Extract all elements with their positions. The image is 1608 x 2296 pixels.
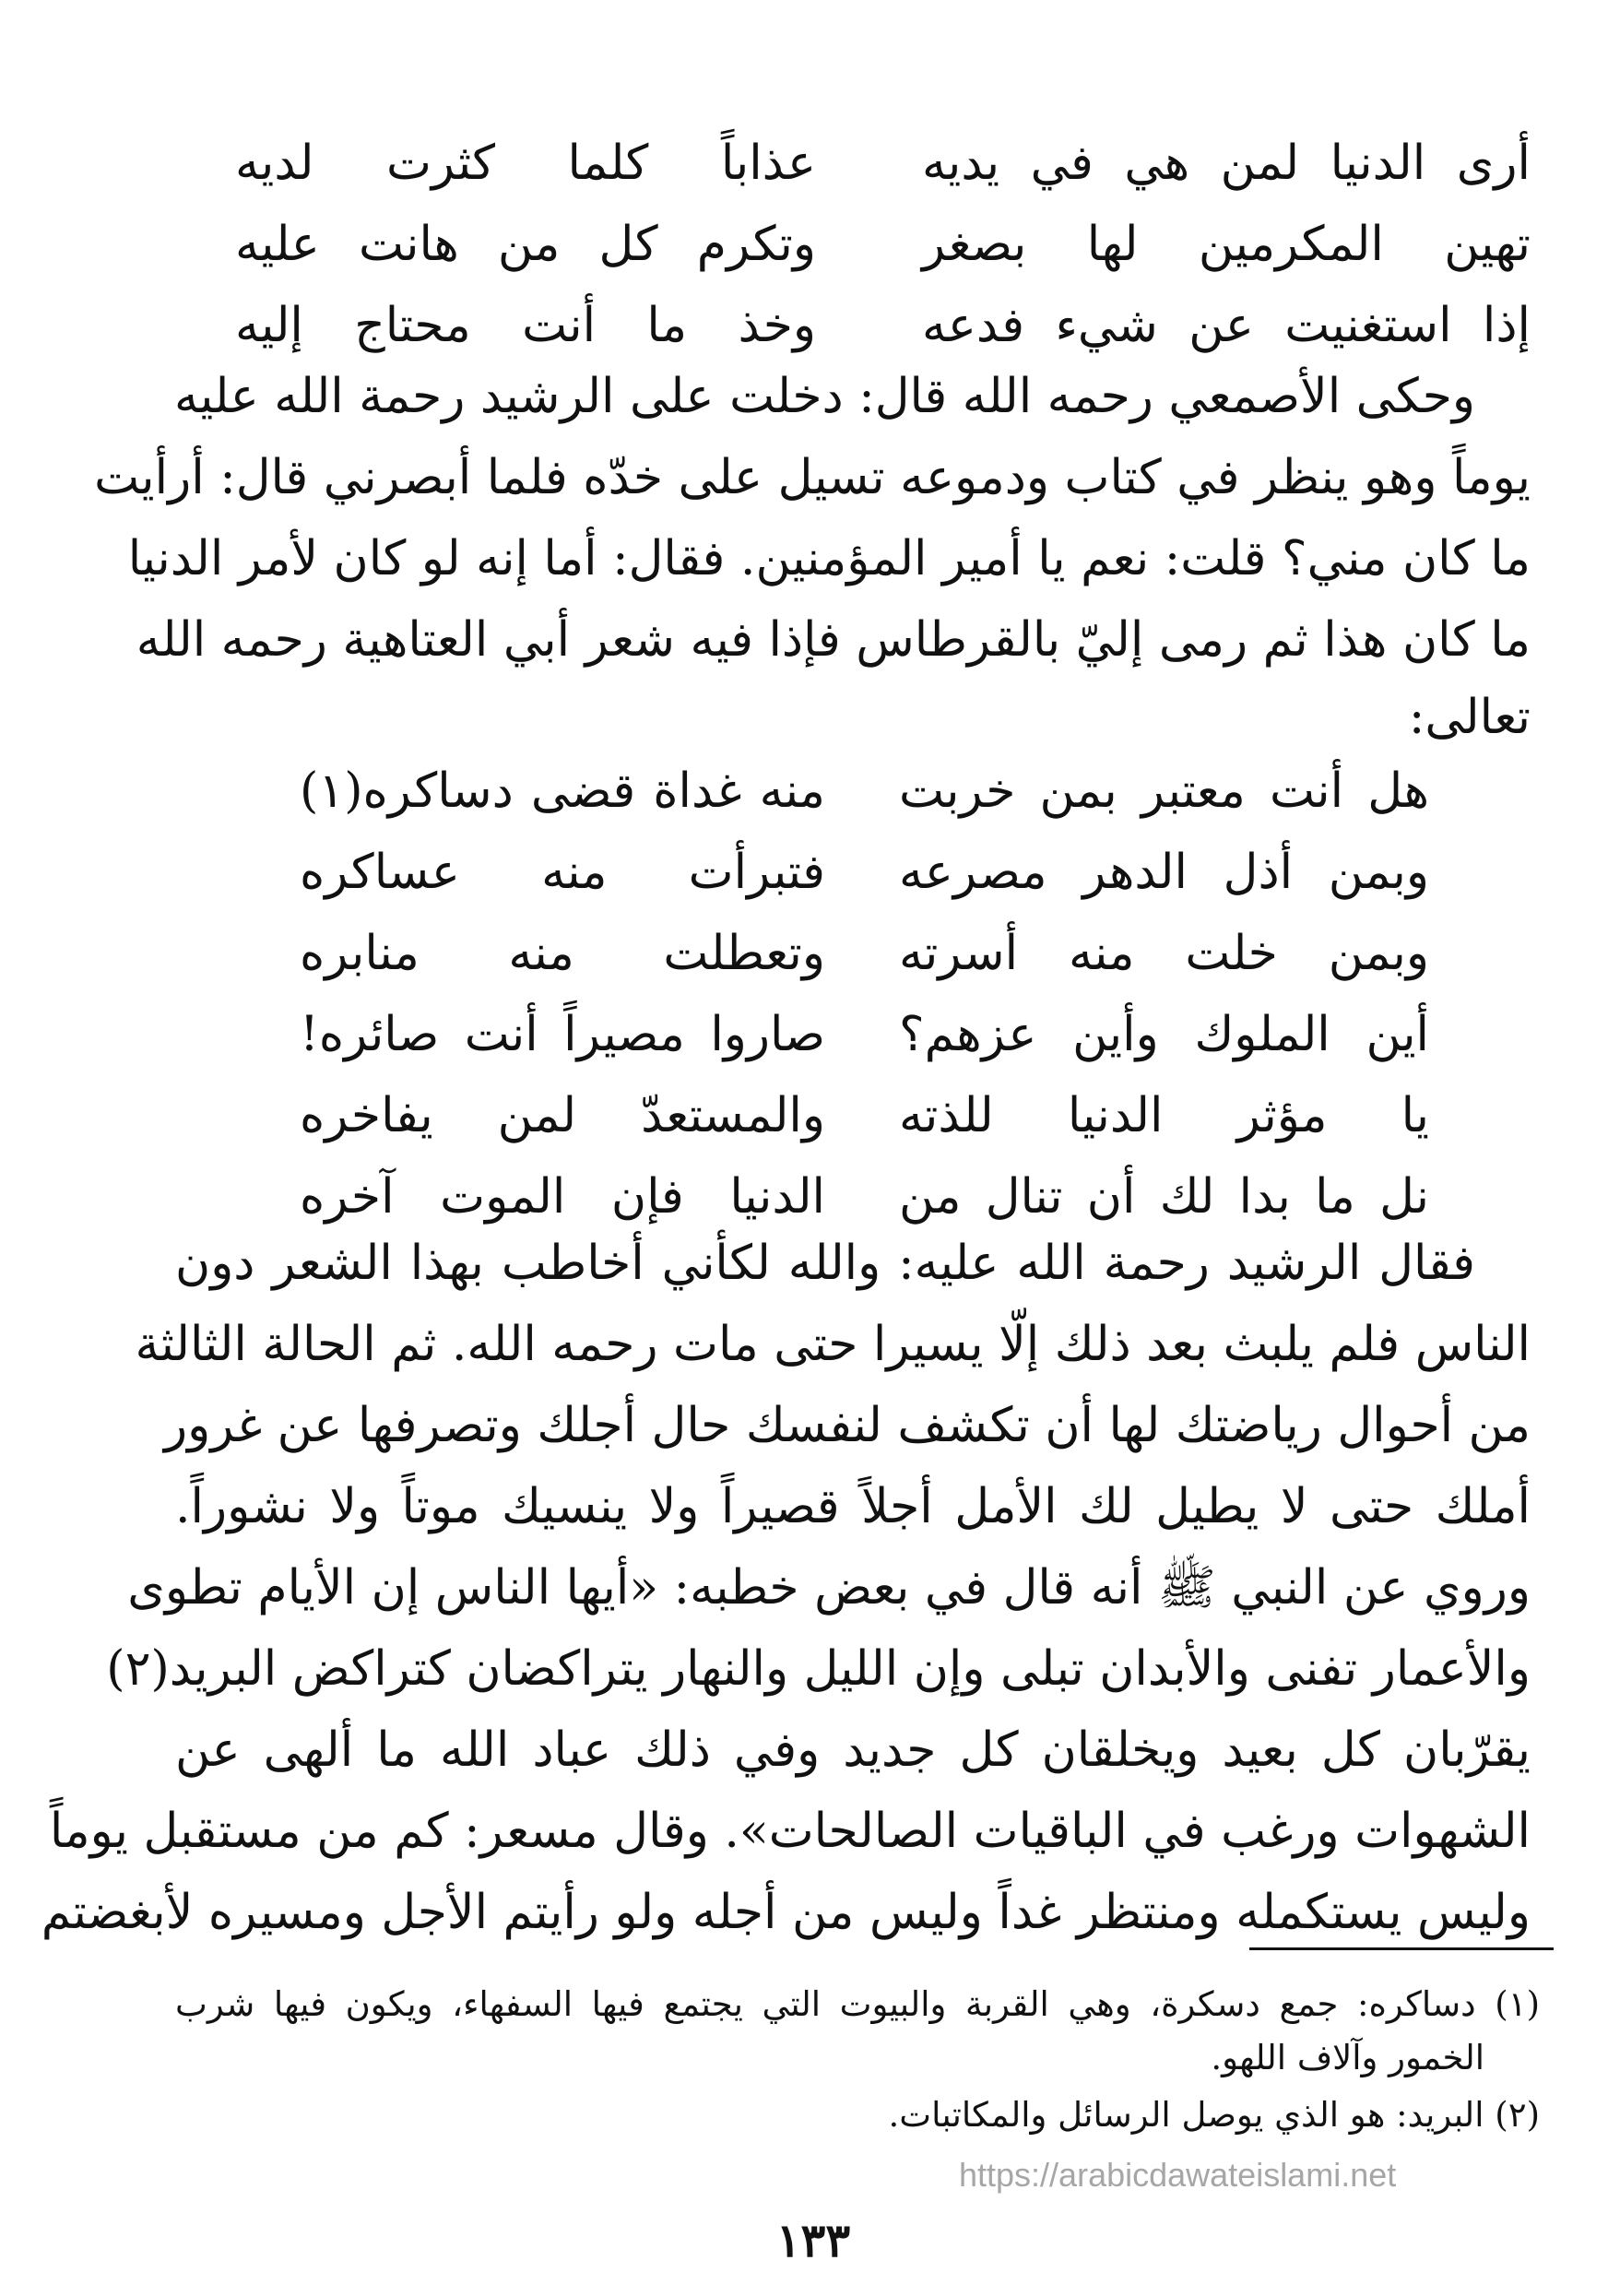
poem-2-line-6-right-hemistich: نل ما بدا لك أن تنال من — [899, 1169, 1429, 1225]
poem-2-line-5-right-hemistich: يا مؤثر الدنيا للذته — [899, 1088, 1429, 1143]
page-number: ١٣٣ — [775, 2213, 851, 2267]
poem-1-line-3-right-hemistich: إذا استغنيت عن شيء فدعه — [922, 298, 1531, 353]
poem-1-line-1-left-hemistich: عذاباً كلما كثرت لديه — [235, 136, 816, 191]
poem-2-line-2-left-hemistich: فتبرأت منه عساكره — [300, 845, 825, 900]
paragraph-2-line-8: الشهوات ورغب في الباقيات الصالحات». وقال مسعر: كم من مستقبل يوماً — [49, 1804, 1531, 1859]
paragraph-2-line-7: يقرّبان كل بعيد ويخلقان كل جديد وفي ذلك عباد الله ما ألهى عن — [175, 1722, 1531, 1778]
footnote-2: (٢) البريد: هو الذي يوصل الرسائل والمكاتبات. — [888, 2095, 1540, 2135]
poem-1-line-2-left-hemistich: وتكرم كل من هانت عليه — [235, 217, 816, 272]
footnote-1-line-1: (١) دساكره: جمع دسكرة، وهي القربة والبيوت التي يجتمع فيها السفهاء، ويكون فيها شرب — [175, 1984, 1540, 2024]
paragraph-2-line-3: من أحوال رياضتك لها أن تكشف لنفسك حال أجلك وتصرفها عن غرور — [164, 1398, 1531, 1453]
poem-2-line-5-left-hemistich: والمستعدّ لمن يفاخره — [300, 1088, 825, 1143]
poem-1-line-2-right-hemistich: تهين المكرمين لها بصغر — [922, 217, 1531, 272]
poem-2-line-1-right-hemistich: هل أنت معتبر بمن خربت — [899, 763, 1429, 819]
paragraph-2-line-2: الناس فلم يلبث بعد ذلك إلّا يسيرا حتى مات رحمه الله. ثم الحالة الثالثة — [135, 1317, 1531, 1372]
poem-2-line-3-right-hemistich: وبمن خلت منه أسرته — [899, 926, 1429, 981]
footnote-1-line-2: الخمور وآلاف اللهو. — [1211, 2038, 1484, 2077]
poem-1-line-1-right-hemistich: أرى الدنيا لمن هي في يديه — [922, 136, 1531, 191]
paragraph-2-line-1: فقال الرشيد رحمة الله عليه: والله لكأني أخاطب بهذا الشعر دون — [175, 1236, 1475, 1291]
poem-2-line-4-right-hemistich: أين الملوك وأين عزهم؟ — [899, 1007, 1429, 1062]
paragraph-1-line-4: ما كان هذا ثم رمى إليّ بالقرطاس فإذا فيه شعر أبي العتاهية رحمه الله — [136, 612, 1531, 668]
paragraph-2-line-9: وليس يستكمله ومنتظر غداً وليس من أجله ولو رأيتم الأجل ومسيره لأبغضتم — [41, 1885, 1531, 1940]
paragraph-2-line-4: أملك حتى لا يطيل لك الأمل أجلاً قصيراً ولا ينسيك موتاً ولا نشوراً. — [175, 1479, 1531, 1534]
paragraph-1-line-5: تعالى: — [1408, 690, 1531, 745]
paragraph-2-line-6: والأعمار تفنى والأبدان تبلى وإن الليل والنهار يتراكضان كتراكض البريد(٢) — [106, 1641, 1531, 1697]
paragraph-1-line-3: ما كان مني؟ قلت: نعم يا أمير المؤمنين. فقال: أما إنه لو كان لأمر الدنيا — [127, 531, 1531, 586]
poem-2-line-1-left-hemistich: منه غداة قضى دساكره(١) — [300, 763, 825, 819]
paragraph-1-line-2: يوماً وهو ينظر في كتاب ودموعه تسيل على خدّه فلما أبصرني قال: أرأيت — [94, 450, 1531, 505]
poem-2-line-2-right-hemistich: وبمن أذل الدهر مصرعه — [899, 845, 1429, 900]
paragraph-1-line-1: وحكى الأصمعي رحمه الله قال: دخلت على الرشيد رحمة الله عليه — [173, 369, 1475, 424]
website-watermark: https://arabicdawateislami.net — [959, 2156, 1397, 2194]
footnote-separator — [1249, 1947, 1554, 1950]
poem-2-line-4-left-hemistich: صاروا مصيراً أنت صائره! — [300, 1007, 825, 1062]
paragraph-2-line-5: وروي عن النبي ﷺ أنه قال في بعض خطبه: «أيها الناس إن الأيام تطوى — [127, 1560, 1531, 1615]
poem-1-line-3-left-hemistich: وخذ ما أنت محتاج إليه — [235, 298, 816, 353]
poem-2-line-6-left-hemistich: الدنيا فإن الموت آخره — [300, 1169, 825, 1225]
poem-2-line-3-left-hemistich: وتعطلت منه منابره — [300, 926, 825, 981]
